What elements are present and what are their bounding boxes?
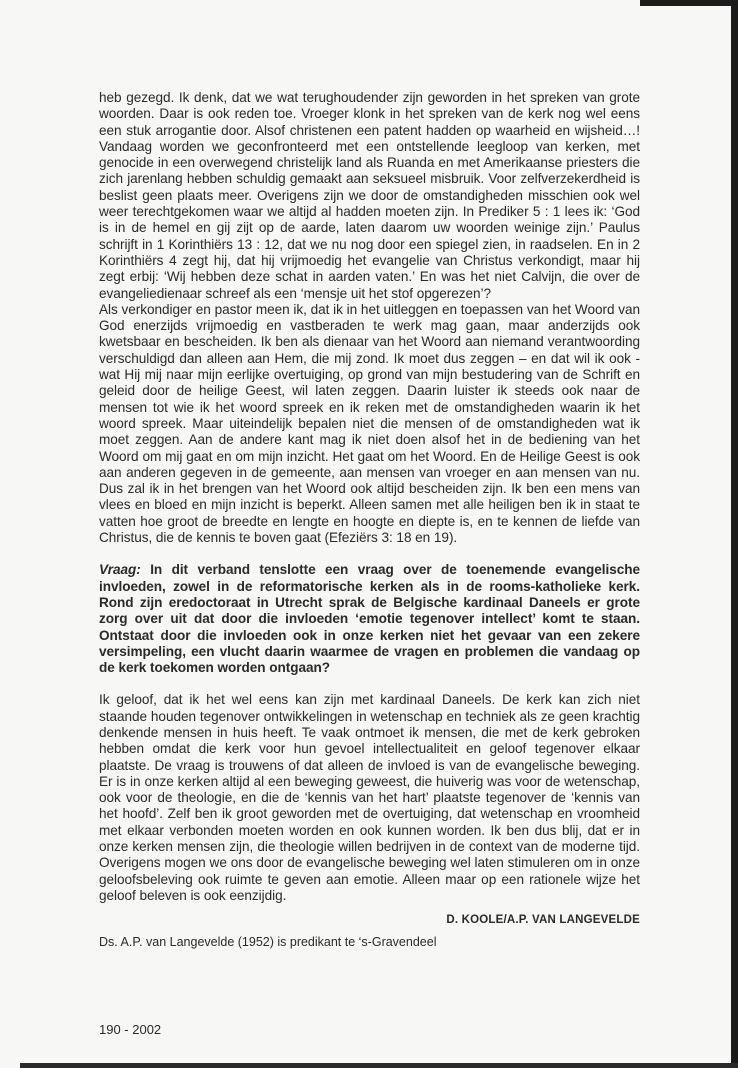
paragraph-gap: [99, 546, 640, 562]
article-text: [99, 90, 640, 904]
scan-edge-top: [640, 0, 738, 6]
paragraph-3: Ik geloof, dat ik het wel eens kan zijn met kardinaal Daneels. De kerk kan zich niet staande houden tegenover ontwikkelingen in wetenschap en techniek als ze geen krachtig denkende mensen in huis heeft. Te vaak ontmoet ik mensen, die met de kerk gebroken hebben omdat die kerk voor hun gevoel intellectualiteit en geloof tegenover elkaar plaatste. De vraag is trouwens of dat alleen de invloed is van de evangelische beweging. Er is in onze kerken altijd al een beweging geweest, die huiverig was voor de wetenschap, ook voor de theologie, en die de ‘kennis van het hart’ plaatste tegenover de ‘kennis van het hoofd’. Zelf ben ik groot geworden met de overtuiging, dat wetenschap en vroomheid met elkaar verbonden moeten worden en ook kunnen worden. Ik ben dus blij, dat er in onze kerken mensen zijn, die theologie willen bedrijven in de context van de moderne tijd. Overigens mogen we ons door de evangelische beweging wel laten stimuleren om in onze geloofsbeleving ook ruimte te geven aan emotie. Alleen maar op een rationele wijze het geloof beleven is ook eenzijdig.: [99, 692, 640, 903]
question-text: In dit verband tenslotte een vraag over de toenemende evangelische invloeden, zowel in de reformatorische kerken als in de rooms-katholieke kerk. Rond zijn eredoctoraat in Utrecht sprak de Belgische kardinaal Daneels er grote zorg over uit dat door die invloeden ‘emotie tegenover intellect’ komt te staan. Ontstaat door die invloeden ook in onze kerken niet het gevaar van een zekere versimpeling, een vlucht daarin waarmee de vragen en problemen die vandaag op de kerk toekomen worden ontgaan?: [99, 562, 640, 676]
scan-edge-right: [731, 0, 738, 1068]
page-number: 190 - 2002: [99, 1022, 162, 1037]
paragraph-1: heb gezegd. Ik denk, dat we wat terughoudender zijn geworden in het spreken van grote woorden. Daar is ook reden toe. Vroeger klonk in het spreken van de kerk nog wel eens een stuk arrogantie door. Alsof christenen een patent hadden op waarheid en wijsheid…! Vandaag worden we geconfronteerd met een ontstellende leegloop van kerken, met genocide in een overwegend christelijk land als Ruanda en met Amerikaanse priesters die zich jarenlang hebben schuldig gemaakt aan seksueel misbruik. Voor zelfverzekerdheid is beslist geen plaats meer. Overigens zijn we door de omstandigheden misschien ook wel weer terechtgekomen waar we altijd al hadden moeten zijn. In Prediker 5 : 1 lees ik: ‘God is in de hemel en gij zijt op de aarde, laten daarom uw woorden weinige zijn.’ Paulus schrijft in 1 Korinthiërs 13 : 12, dat we nu nog door een spiegel zien, in raadselen. En in 2 Korinthiërs 4 zegt hij, dat hij vrijmoedig het evangelie van Christus verkondigt, maar hij zegt erbij: ‘Wij hebben deze schat in aarden vaten.’ En was het niet Calvijn, die over de evangeliedienaar schreef als een ‘mensje uit het stof opgerezen’?: [99, 90, 640, 301]
scan-edge-bottom: [20, 1063, 738, 1068]
paragraph-2: Als verkondiger en pastor meen ik, dat ik in het uitleggen en toepassen van het Woord van God enerzijds vrijmoedig en vastberaden te werk mag gaan, maar anderzijds ook kwetsbaar en bescheiden. Ik ben als dienaar van het Woord aan niemand verantwoording verschuldigd dan alleen aan Hem, die mij zond. Ik moet dus zeggen – en dat wil ik ook - wat Hij mij naar mijn eerlijke overtuiging, op grond van mijn bestudering van de Schrift en geleid door de heilige Geest, wil laten zeggen. Daarin luister ik steeds ook naar de mensen tot wie ik het woord spreek en ik reken met de omstandigheden waarin ik het woord spreek. Maar uiteindelijk bepalen niet die mensen of de omstandigheden wat ik moet zeggen. Aan de andere kant mag ik niet doen alsof het in de bediening van het Woord om mij gaat en om mijn inzicht. Het gaat om het Woord. En de Heilige Geest is ook aan anderen gegeven in de gemeente, aan mensen van vroeger en aan mensen van nu. Dus zal ik in het brengen van het Woord ook altijd bescheiden zijn. Ik ben een mens van vlees en bloed en mijn inzicht is beperkt. Alleen samen met alle heiligen ben ik in staat te vatten hoe groot de breedte en lengte en hoogte en diepte is, en te kennen de liefde van Christus, die de kennis te boven gaat (Efeziërs 3: 18 en 19).: [99, 301, 640, 546]
interview-question: [99, 562, 640, 676]
question-label: Vraag:: [99, 562, 141, 578]
article-body: [99, 90, 640, 950]
paragraph-gap: [99, 676, 640, 692]
author-signature: D. KOOLE/A.P. VAN LANGEVELDE: [446, 914, 640, 927]
author-bio: Ds. A.P. van Langevelde (1952) is predikant te ‘s-Gravendeel: [99, 935, 437, 950]
